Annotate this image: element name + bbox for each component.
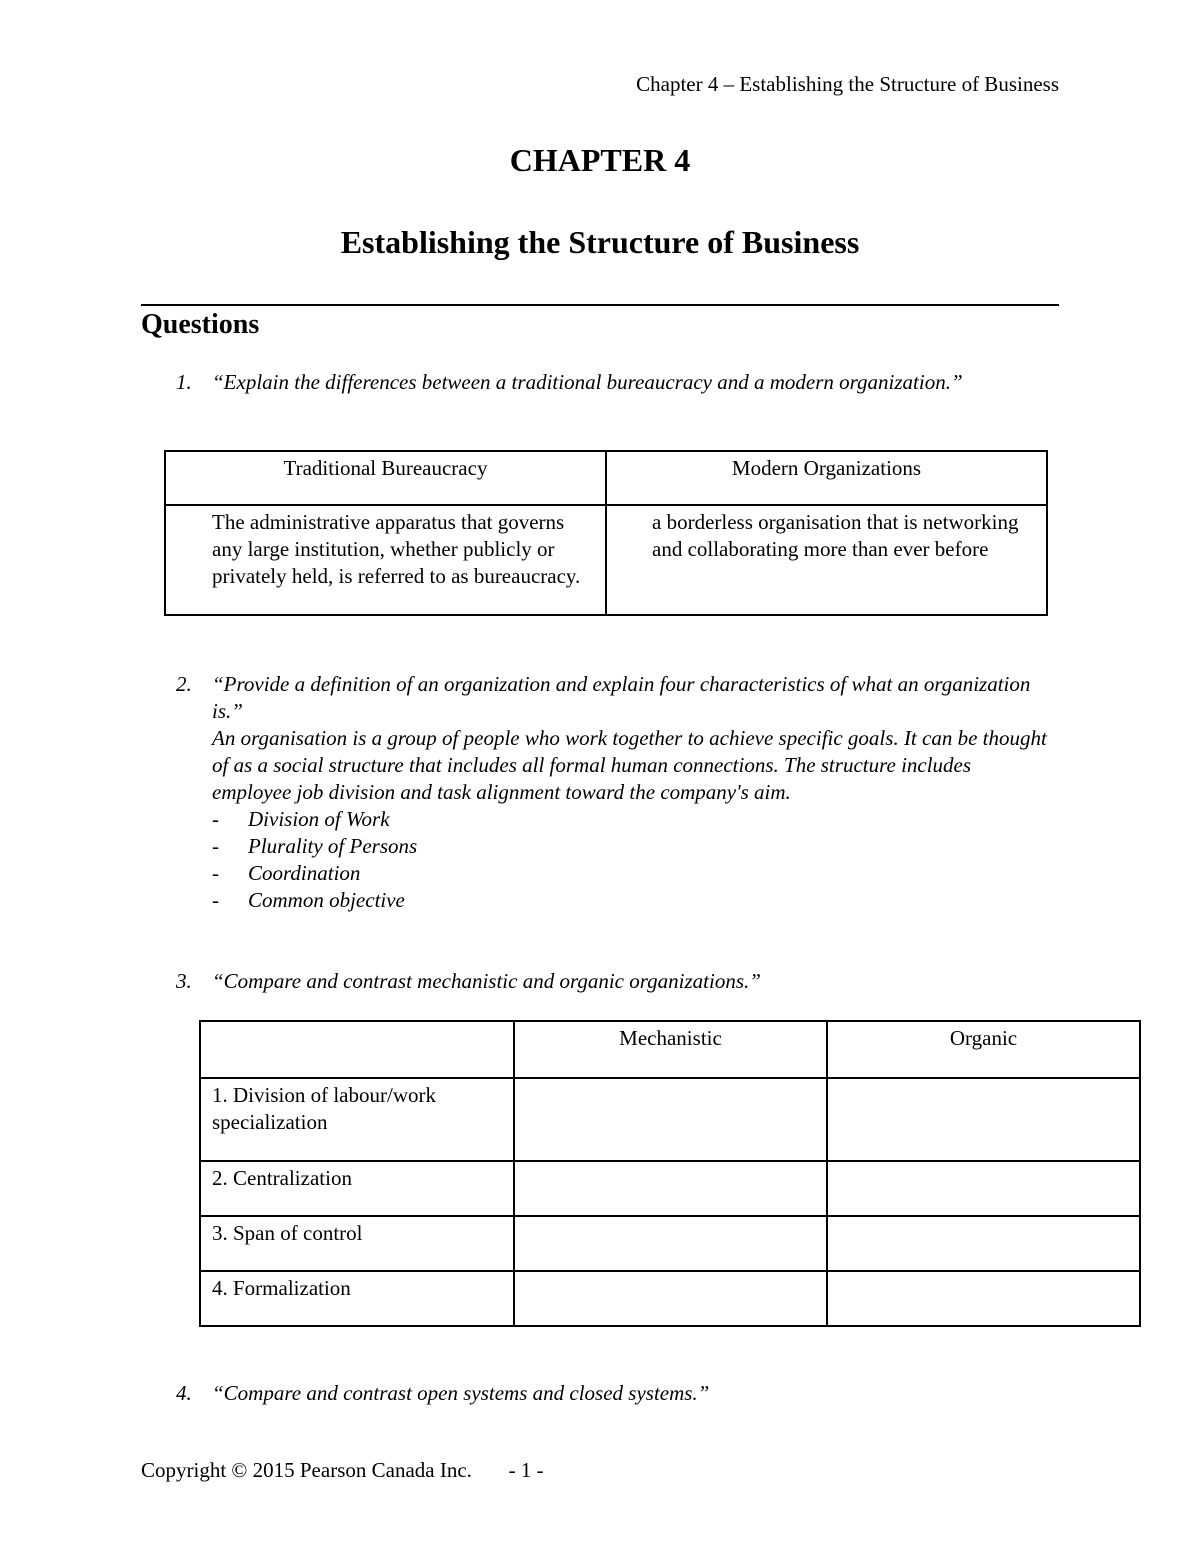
table-cell-empty — [514, 1271, 827, 1326]
question-3-text: “Compare and contrast mechanistic and organic organizations.” — [212, 969, 761, 993]
chapter-title: Establishing the Structure of Business — [340, 224, 860, 260]
table-cell-empty — [514, 1078, 827, 1161]
page-number: - 1 - — [508, 1458, 544, 1482]
table-header-mechanistic: Mechanistic — [514, 1021, 827, 1078]
table-cell-empty — [827, 1216, 1140, 1271]
question-3-number: 3. — [176, 969, 192, 993]
question-1-number: 1. — [176, 370, 192, 394]
table-row — [200, 1161, 1140, 1216]
bullet-marker: - — [212, 807, 219, 831]
row-label: 3. Span of control — [200, 1216, 514, 1271]
bureaucracy-comparison-table — [164, 450, 1048, 616]
title-rule — [141, 304, 1059, 306]
copyright-text: Copyright © 2015 Pearson Canada Inc. — [141, 1458, 472, 1482]
question-4-text: “Compare and contrast open systems and closed systems.” — [212, 1381, 710, 1405]
row-label: 2. Centralization — [200, 1161, 514, 1216]
chapter-number: CHAPTER 4 — [509, 142, 691, 178]
bullet-marker: - — [212, 888, 219, 912]
bullet-item: Division of Work — [248, 807, 390, 831]
page-footer — [141, 1458, 544, 1483]
question-4 — [0, 1380, 1200, 1410]
table-cell-modern: a borderless organisation that is networking and collaborating more than ever before — [606, 505, 1047, 615]
question-2-number: 2. — [176, 672, 192, 696]
question-4-number: 4. — [176, 1381, 192, 1405]
bullet-item: Common objective — [248, 888, 405, 912]
table-cell-empty — [827, 1078, 1140, 1161]
table-header-blank — [200, 1021, 514, 1078]
running-header: Chapter 4 – Establishing the Structure of Business — [636, 72, 1059, 96]
question-3 — [0, 968, 1200, 998]
bullet-item: Plurality of Persons — [248, 834, 418, 858]
table-header-traditional: Traditional Bureaucracy — [165, 451, 606, 505]
question-1-text: “Explain the differences between a traditional bureaucracy and a modern organization.” — [212, 370, 963, 394]
table-cell-traditional: The administrative apparatus that governs any large institution, whether publicly or privately held, is referred to as bureaucracy. — [165, 505, 606, 615]
question-2 — [0, 671, 1200, 921]
question-2-text: “Provide a definition of an organization and explain four characteristics of what an organization is.” — [212, 672, 1031, 723]
table-cell-empty — [514, 1216, 827, 1271]
row-label: 1. Division of labour/work specialization — [200, 1078, 514, 1161]
table-header-modern: Modern Organizations — [606, 451, 1047, 505]
table-header-organic: Organic — [827, 1021, 1140, 1078]
bullet-marker: - — [212, 861, 219, 885]
mechanistic-organic-table — [199, 1020, 1141, 1327]
table-row — [200, 1271, 1140, 1326]
table-cell-empty — [514, 1161, 827, 1216]
table-cell-empty — [827, 1161, 1140, 1216]
bullet-marker: - — [212, 834, 219, 858]
table-cell-empty — [827, 1271, 1140, 1326]
question-1 — [0, 369, 1200, 399]
row-label: 4. Formalization — [200, 1271, 514, 1326]
question-2-answer: An organisation is a group of people who work together to achieve specific goals. It can be thought of as a social structure that includes all formal human connections. The structure includes employee job division and task alignment toward the company's aim. — [212, 726, 1047, 804]
bullet-item: Coordination — [248, 861, 361, 885]
table-row — [200, 1216, 1140, 1271]
section-heading: Questions — [141, 309, 260, 340]
table-row — [200, 1078, 1140, 1161]
